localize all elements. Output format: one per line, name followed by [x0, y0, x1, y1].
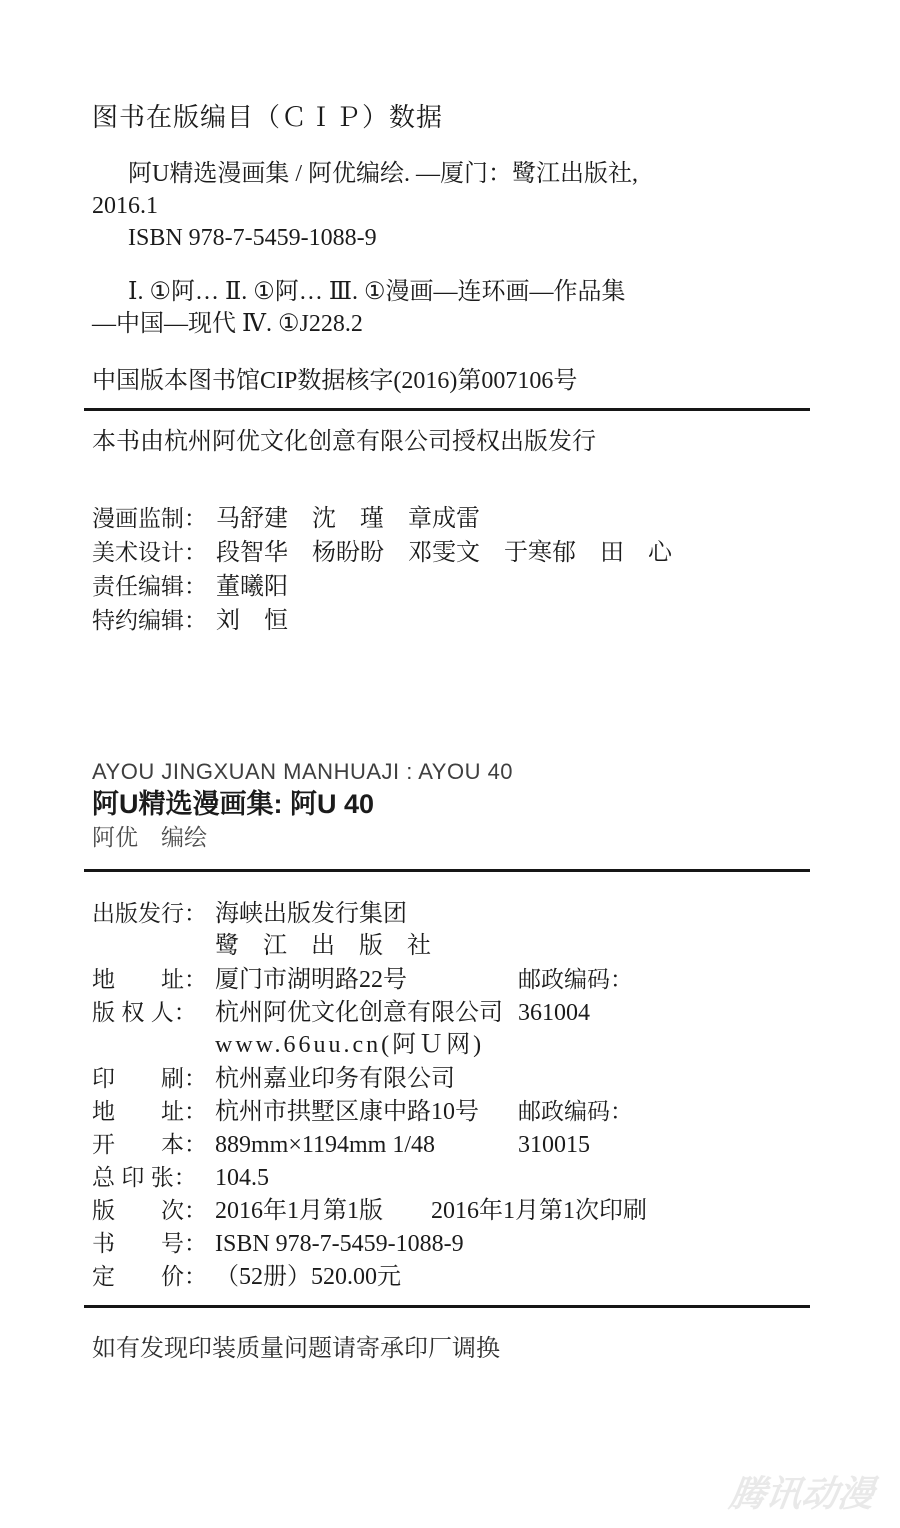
pub-label: 开 本：	[92, 1131, 207, 1157]
credit-value: 刘 恒	[216, 608, 288, 634]
pub-row-format	[92, 1128, 647, 1161]
pub-value: 鹭 江 出 版 社	[215, 933, 431, 959]
website-url: www.66uu.cn(阿Ｕ网)	[215, 1032, 485, 1058]
horizontal-rule-bottom	[84, 1305, 810, 1308]
credit-row	[92, 569, 672, 603]
credit-label: 特约编辑：	[92, 607, 207, 633]
pub-row-edition	[92, 1194, 647, 1227]
quality-note: 如有发现印装质量问题请寄承印厂调换	[92, 1335, 500, 1362]
pub-value: 2016年1月第1版 2016年1月第1次印刷	[215, 1198, 647, 1224]
credit-value: 马舒建 沈 瑾 章成雷	[216, 506, 480, 532]
pub-label: 印 刷：	[92, 1065, 207, 1091]
pub-value: 杭州嘉业印务有限公司	[215, 1066, 455, 1092]
cip-entry-line-2: 2016.1	[92, 193, 158, 219]
credit-label: 美术设计：	[92, 539, 207, 565]
pub-value: ISBN 978-7-5459-1088-9	[215, 1231, 464, 1257]
pub-value: 杭州阿优文化创意有限公司	[215, 1000, 503, 1026]
pub-row-price	[92, 1260, 647, 1293]
pub-label: 出版发行：	[92, 900, 207, 926]
pub-row-sheets	[92, 1161, 647, 1194]
pub-row-website	[92, 1029, 647, 1062]
pub-label: 书 号：	[92, 1230, 207, 1256]
credit-value: 段智华 杨盼盼 邓雯文 于寒郁 田 心	[216, 540, 672, 566]
pub-label: 地 址：	[92, 966, 207, 992]
pub-row-copyright-holder	[92, 996, 647, 1029]
pub-label: 地 址：	[92, 1098, 207, 1124]
credit-label: 漫画监制：	[92, 505, 207, 531]
credit-value: 董曦阳	[216, 574, 288, 600]
pub-row-printer	[92, 1062, 647, 1095]
cip-entry	[92, 158, 638, 254]
pub-value: 厦门市湖明路22号	[215, 967, 407, 993]
cip-heading: 图书在版编目（ＣＩＰ）数据	[92, 102, 444, 132]
book-title: 阿U精选漫画集: 阿U 40	[92, 789, 375, 819]
title-block	[92, 757, 513, 854]
pub-row-isbn	[92, 1227, 647, 1260]
pub-value: 104.5	[215, 1165, 269, 1191]
pub-label: 总 印 张：	[92, 1164, 197, 1190]
postal-code-value: 361004	[518, 1000, 590, 1026]
cip-classification	[92, 276, 625, 340]
credit-row	[92, 603, 672, 637]
pub-label: 版 次：	[92, 1197, 207, 1223]
cip-class-line-1: Ⅰ. ①阿… Ⅱ. ①阿… Ⅲ. ①漫画—连环画—作品集	[128, 279, 626, 305]
postal-code-label: 邮政编码：	[518, 966, 633, 992]
license-line: 本书由杭州阿优文化创意有限公司授权出版发行	[92, 429, 596, 455]
pub-value: 杭州市拱墅区康中路10号	[215, 1099, 479, 1125]
credit-row	[92, 501, 672, 535]
postal-code-value: 310015	[518, 1132, 590, 1158]
tencent-comics-watermark-logo: 腾讯动漫	[726, 1473, 877, 1514]
cip-class-line-2: —中国—现代 Ⅳ. ①J228.2	[92, 311, 363, 337]
credit-row	[92, 535, 672, 569]
pub-label: 版 权 人：	[92, 999, 197, 1025]
credit-label: 责任编辑：	[92, 573, 207, 599]
credits-block	[92, 501, 672, 637]
title-pinyin: AYOU JINGXUAN MANHUAJI : AYOU 40	[92, 759, 514, 784]
author-line: 阿优 编绘	[92, 824, 207, 850]
horizontal-rule-middle	[84, 869, 810, 872]
cip-record-number: 中国版本图书馆CIP数据核字(2016)第007106号	[92, 368, 578, 394]
cip-entry-line-1: 阿U精选漫画集 / 阿优编绘. —厦门：鹭江出版社,	[128, 161, 638, 187]
pub-row-publisher-2	[92, 930, 647, 963]
pub-value: （52册）520.00元	[215, 1264, 401, 1290]
pub-value: 889mm×1194mm 1/48	[215, 1132, 435, 1158]
pub-value: 海峡出版发行集团	[215, 901, 407, 927]
publication-info-block	[92, 897, 647, 1293]
horizontal-rule-top	[84, 408, 810, 411]
postal-code-label: 邮政编码：	[518, 1098, 633, 1124]
pub-row-publisher	[92, 897, 647, 930]
pub-label: 定 价：	[92, 1263, 207, 1289]
cip-isbn-line: ISBN 978-7-5459-1088-9	[128, 225, 377, 251]
